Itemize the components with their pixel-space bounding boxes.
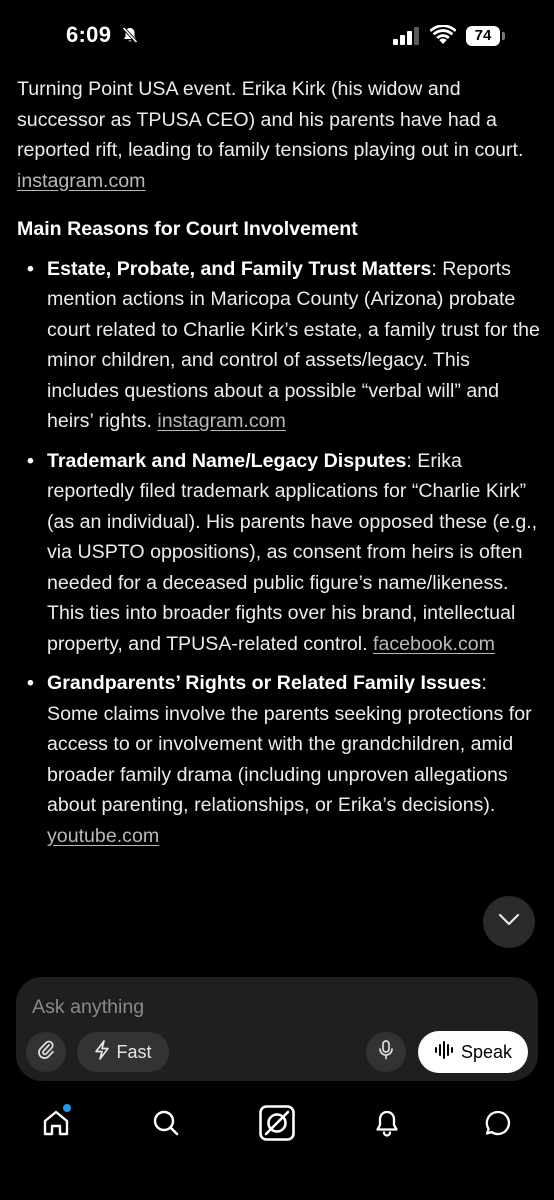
nav-notifications[interactable] (367, 1105, 407, 1145)
list-item (17, 446, 542, 660)
bell-icon (372, 1108, 402, 1143)
intro-text: Turning Point USA event. Erika Kirk (his widow and successor as TPUSA CEO) and his parents have had a reported rift, leading to family tensions playing out in court. (17, 78, 524, 161)
item-body: : Some claims involve the parents seeking protections for access to or involvement with the grandchildren, amid broader family drama (including unproven allegations about parenting, relationships, or Erika’s decisions). (47, 672, 532, 816)
list-item (17, 668, 542, 851)
cellular-signal-icon (393, 27, 421, 50)
chevron-down-icon (498, 913, 520, 932)
list-item (17, 254, 542, 437)
item-body: : Erika reportedly filed trademark applications for “Charlie Kirk” (as an individual). His parents have opposed these (e.g., via USPTO oppositions), as consent from heirs is often needed for a deceased public figure’s name/likeness. This ties into broader fights over his brand, intellectual property, and TPUSA-related control. (47, 449, 538, 655)
item-body: : Reports mention actions in Maricopa County (Arizona) probate court related to Charlie Kirk’s estate, a family trust for the minor children, and control of assets/legacy. This includes questions about a possible “verbal will” and heirs’ rights. (47, 257, 540, 432)
reasons-list (17, 254, 542, 852)
lightning-icon (94, 1040, 110, 1065)
battery-tip (502, 32, 505, 40)
status-bar (0, 0, 554, 70)
item-source-link[interactable]: youtube.com (47, 824, 160, 847)
item-title: Trademark and Name/Legacy Disputes (47, 449, 407, 472)
intro-paragraph (17, 74, 542, 196)
bullet: • (27, 449, 34, 472)
search-icon (151, 1108, 181, 1143)
bullet: • (27, 672, 34, 694)
nav-search[interactable] (146, 1105, 186, 1145)
item-title: Estate, Probate, and Family Trust Matters (47, 257, 432, 280)
fast-mode-button[interactable] (77, 1032, 169, 1072)
ask-input[interactable] (30, 989, 494, 1025)
bell-slash-icon (121, 26, 139, 49)
status-time: 6:09 (66, 22, 112, 47)
nav-grok[interactable] (257, 1105, 297, 1145)
fast-label: Fast (116, 1041, 152, 1062)
composer (16, 977, 538, 1081)
microphone-icon (378, 1040, 394, 1065)
chat-bubble-icon (483, 1108, 513, 1143)
response-content (17, 74, 542, 851)
item-source-link[interactable]: facebook.com (373, 632, 495, 655)
grok-icon (259, 1105, 295, 1146)
voice-waveform-icon (434, 1041, 454, 1064)
paperclip-icon (37, 1040, 55, 1065)
bottom-nav (0, 1095, 554, 1155)
intro-source-link[interactable]: instagram.com (17, 169, 146, 192)
microphone-button[interactable] (366, 1032, 406, 1072)
bullet: • (27, 257, 34, 280)
home-icon (41, 1108, 71, 1143)
speak-label: Speak (460, 1041, 513, 1062)
item-title: Grandparents’ Rights or Related Family Issues (47, 672, 482, 694)
scroll-down-button[interactable] (483, 896, 535, 948)
section-heading: Main Reasons for Court Involvement (17, 218, 358, 240)
attach-button[interactable] (26, 1032, 66, 1072)
speak-button[interactable] (418, 1031, 528, 1073)
battery-icon: 74 (466, 26, 500, 46)
wifi-icon (430, 25, 456, 50)
item-source-link[interactable]: instagram.com (157, 410, 286, 432)
nav-messages[interactable] (478, 1105, 518, 1145)
nav-home[interactable] (36, 1105, 76, 1145)
home-notification-dot (63, 1104, 71, 1112)
